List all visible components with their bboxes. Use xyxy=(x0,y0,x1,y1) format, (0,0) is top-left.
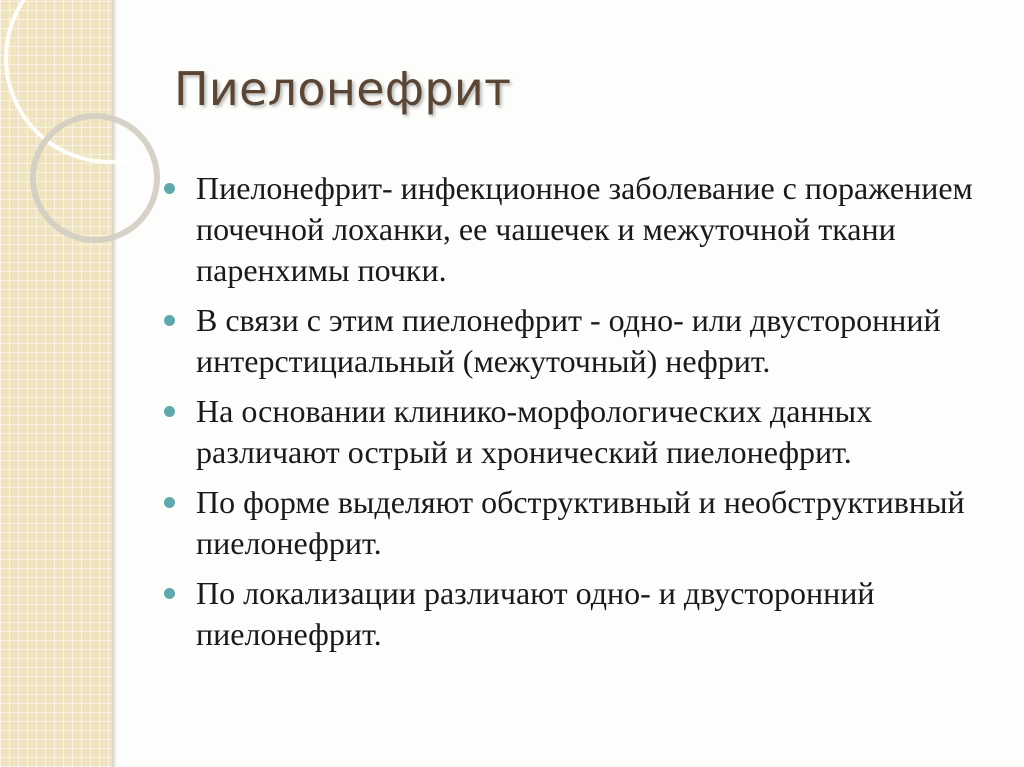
bullet-text: Пиелонефрит- инфекционное заболевание с поражением почечной лоханки, ее чашечек и межуточной ткани паренхимы почки. xyxy=(196,170,973,288)
bullet-item xyxy=(160,482,1000,564)
decorative-circle-small xyxy=(33,116,157,240)
decorative-circle-large xyxy=(6,0,160,162)
bullet-dot-icon xyxy=(164,315,175,326)
bullet-dot-icon xyxy=(164,183,175,194)
bullet-dot-icon xyxy=(164,497,175,508)
bullet-dot-icon xyxy=(164,406,175,417)
bullet-item xyxy=(160,168,1000,291)
bullet-list xyxy=(160,168,1000,664)
decorative-circles xyxy=(0,0,160,260)
bullet-item xyxy=(160,300,1000,382)
bullet-text: По локализации различают одно- и двусторонний пиелонефрит. xyxy=(196,575,875,652)
slide-title: Пиелонефрит xyxy=(174,62,512,116)
bullet-item xyxy=(160,391,1000,473)
bullet-text: На основании клинико-морфологических данных различают острый и хронический пиелонефрит. xyxy=(196,393,873,470)
bullet-text: В связи с этим пиелонефрит - одно- или двусторонний интерстициальный (межуточный) нефрит. xyxy=(196,302,941,379)
bullet-dot-icon xyxy=(164,588,175,599)
bullet-item xyxy=(160,573,1000,655)
bullet-text: По форме выделяют обструктивный и необструктивный пиелонефрит. xyxy=(196,484,965,561)
